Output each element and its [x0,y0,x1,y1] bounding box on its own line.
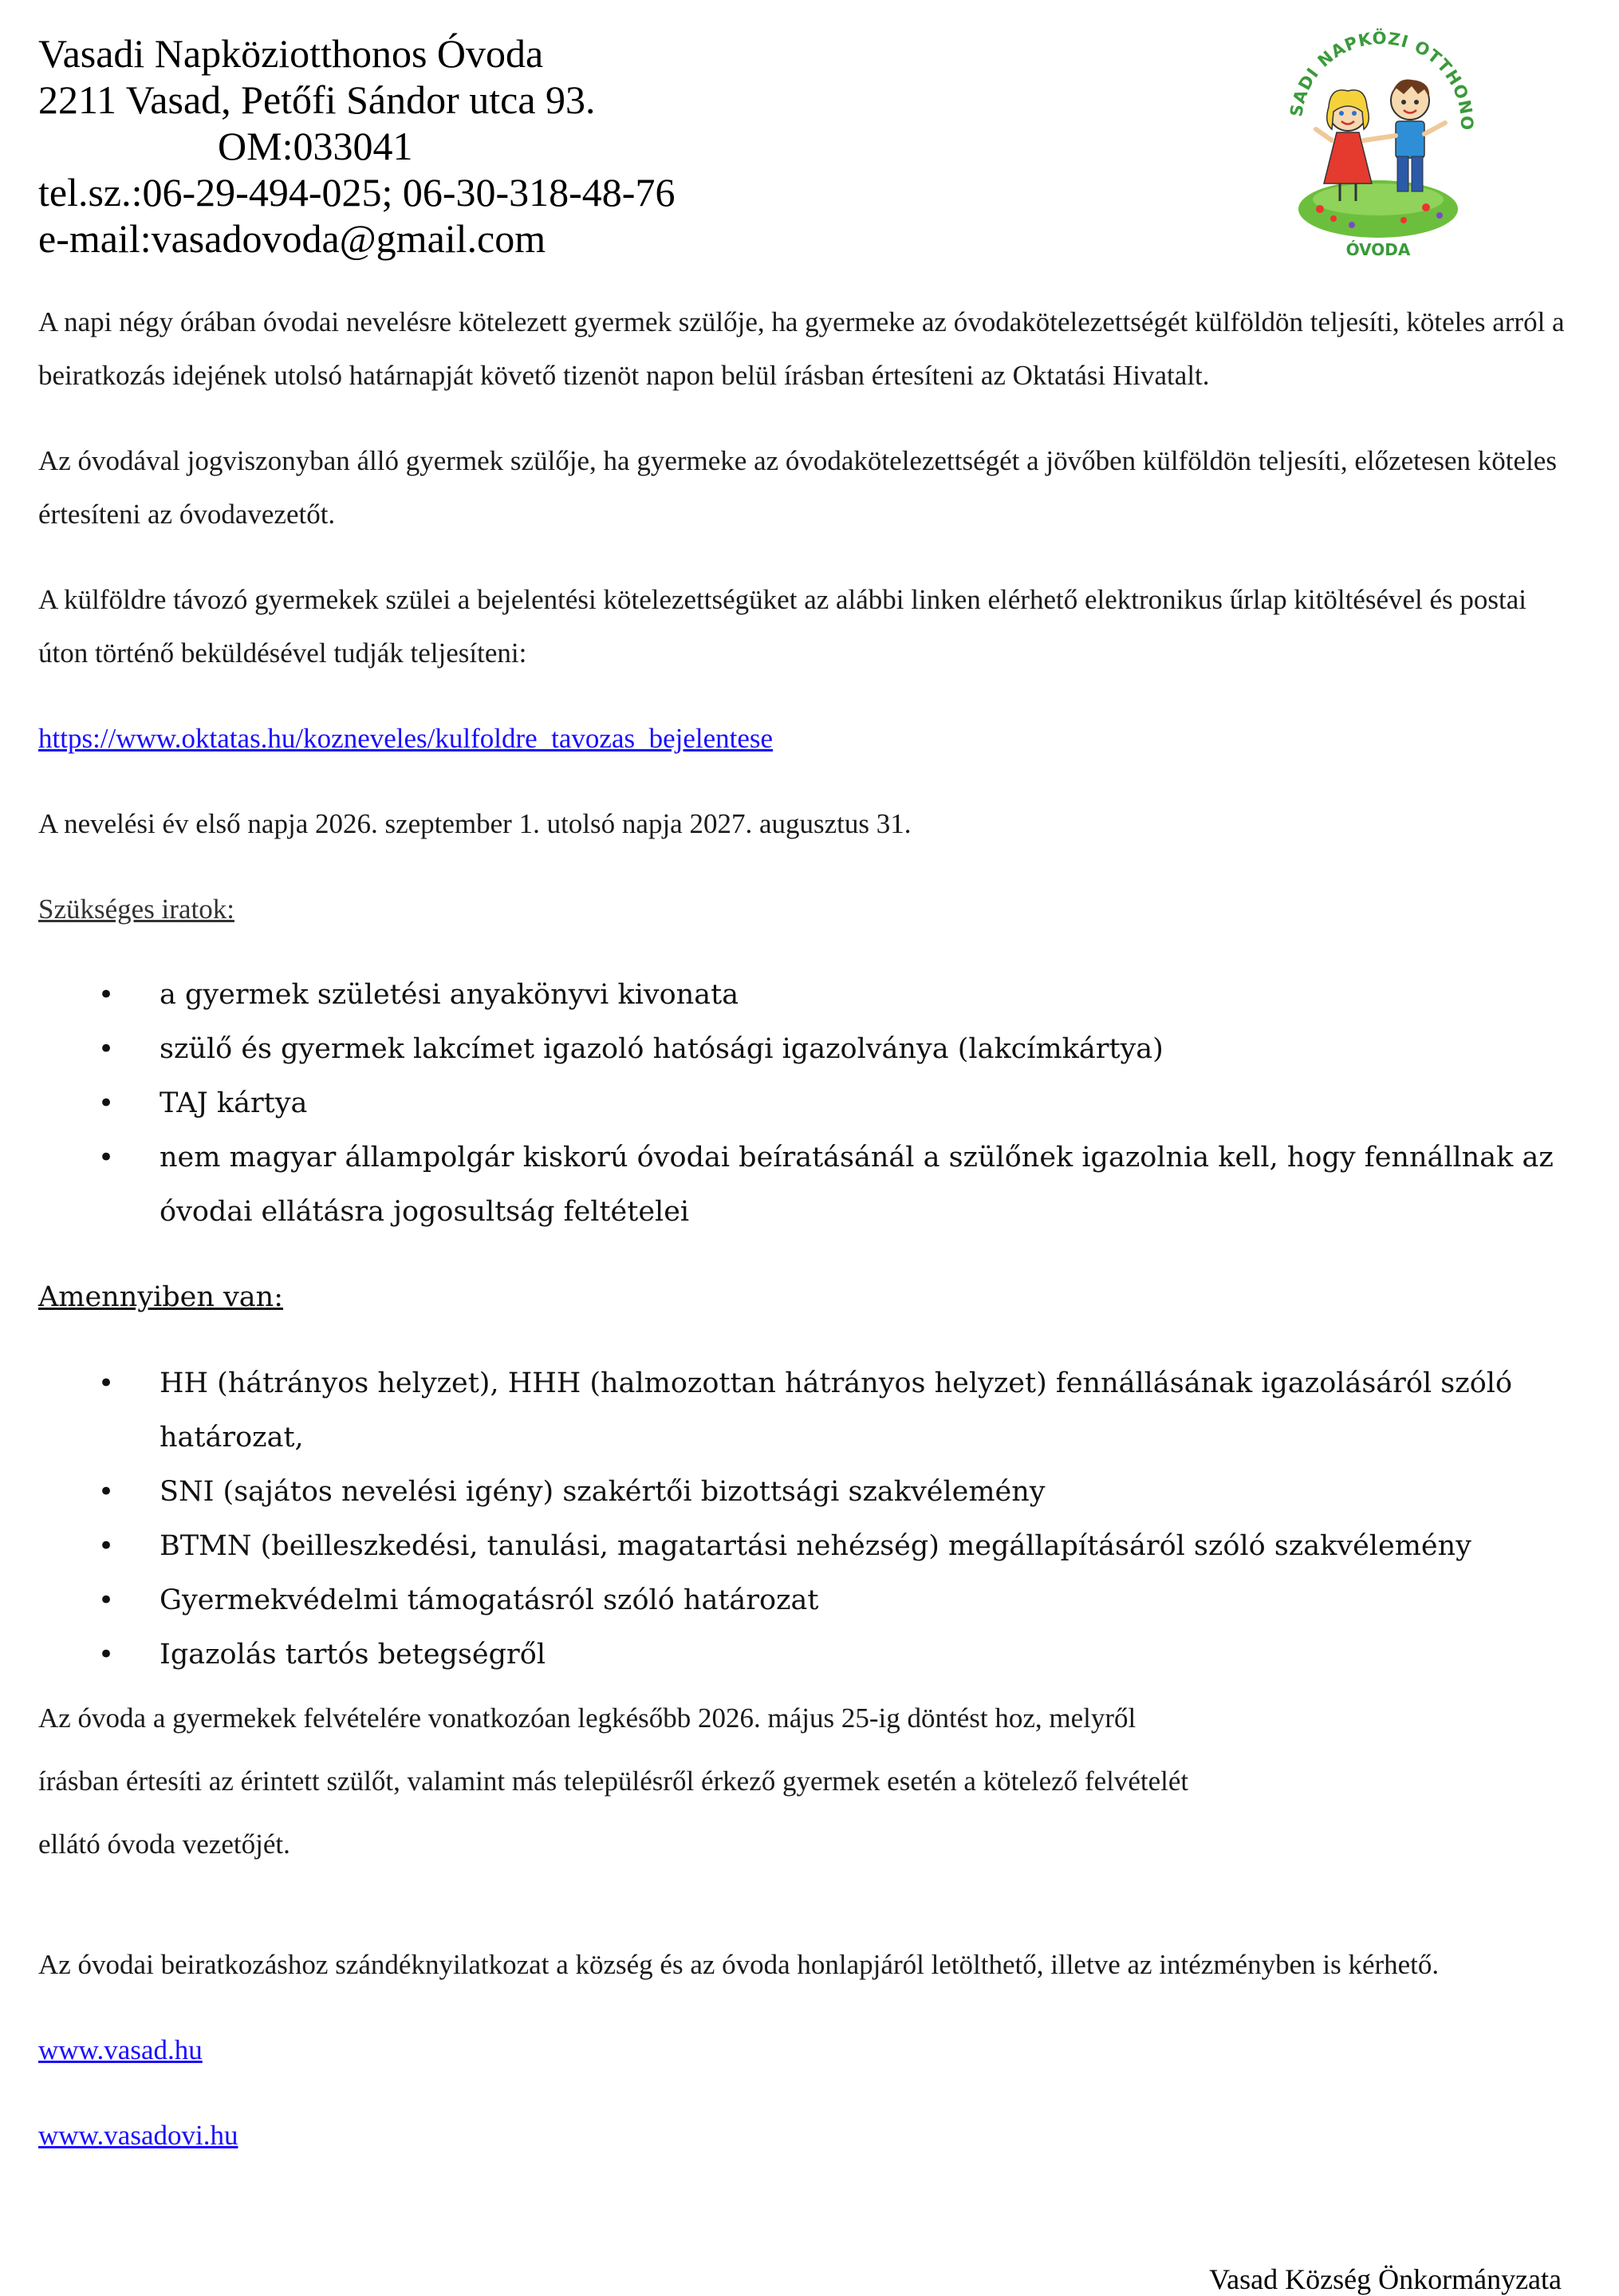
phone-numbers: tel.sz.:06-29-494-025; 06-30-318-48-76 [38,170,676,215]
list-item: • HH (hátrányos helyzet), HHH (halmozottan hátrányos helyzet) fennállásának igazolásáról szóló határozat, [38,1356,1578,1465]
email-address: e-mail:vasadovoda@gmail.com [38,216,546,261]
om-identifier: OM:033041 [218,124,413,168]
optional-docs-list [38,1356,1578,1682]
school-name: Vasadi Napköziotthonos Óvoda [38,31,544,76]
logo-bottom-text: ÓVODA [1345,240,1411,259]
list-item: • szülő és gyermek lakcímet igazoló hatósági igazolványa (lakcímkártya) [38,1022,1578,1076]
document-body [38,295,1578,2162]
vasadovi-website-link[interactable]: www.vasadovi.hu [38,2120,238,2151]
list-item: • a gyermek születési anyakönyvi kivonata [38,968,1578,1022]
required-docs-list [38,968,1578,1239]
two-children-holding-hands-logo [1284,24,1475,263]
oktatas-form-link[interactable]: https://www.oktatas.hu/kozneveles/kulfoldre_tavozas_bejelentese [38,723,774,754]
kindergarten-logo [1284,24,1475,263]
list-item: • nem magyar állampolgár kiskorú óvodai beíratásánál a szülőnek igazolnia kell, hogy fennállnak az óvodai ellátásra jogosultság feltételei [38,1130,1578,1239]
paragraph-enrolled-child: Az óvodával jogviszonyban álló gyermek szülője, ha gyermeke az óvodakötelezettségét a jövőben külföldön teljesíti, előzetesen köteles értesíteni az óvodavezetőt. [38,445,1557,530]
required-docs-heading: Szükséges iratok: [38,894,234,925]
list-item: • TAJ kártya [38,1076,1578,1130]
letterhead [38,30,675,262]
list-item: • Igazolás tartós betegségről [38,1627,1578,1682]
decision-line-1: Az óvoda a gyermekek felvételére vonatkozóan legkésőbb 2026. május 25-ig döntést hoz, melyről [38,1702,1136,1734]
list-item: • SNI (sajátos nevelési igény) szakértői bizottsági szakvélemény [38,1465,1578,1519]
logo-arc-text: SADI NAPKÖZI OTTHONO [1286,28,1475,132]
school-address: 2211 Vasad, Petőfi Sándor utca 93. [38,77,596,122]
paragraph-form-instructions: A külföldre távozó gyermekek szülei a bejelentési kötelezettségüket az alábbi linken elérhető elektronikus űrlap kitöltésével és postai úton történő beküldésével tudják teljesíteni: [38,584,1527,669]
decision-line-3: ellátó óvoda vezetőjét. [38,1829,290,1860]
optional-docs-heading: Amennyiben van: [38,1281,283,1313]
list-item: • Gyermekvédelmi támogatásról szóló határozat [38,1573,1578,1627]
paragraph-abroad-obligation: A napi négy órában óvodai nevelésre kötelezett gyermek szülője, ha gyermeke az óvodakötelezettségét külföldön teljesíti, köteles arról a beiratkozás idejének utolsó határnapját követő tizenöt napon belül írásban értesíteni az Oktatási Hivatalt. [38,306,1565,391]
signature: Vasad Község Önkormányzata [1209,2263,1562,2295]
school-year-dates: A nevelési év első napja 2026. szeptember 1. utolsó napja 2027. augusztus 31. [38,808,912,839]
list-item: • BTMN (beilleszkedési, tanulási, magatartási nehézség) megállapításáról szóló szakvélemény [38,1519,1578,1573]
intent-declaration-text: Az óvodai beiratkozáshoz szándéknyilatkozat a község és az óvoda honlapjáról letölthető, illetve az intézményben is kérhető. [38,1949,1440,1980]
vasad-website-link[interactable]: www.vasad.hu [38,2034,203,2065]
svg-text:VASADI NAPKÖZI OTTHONOS [1284,24,1475,131]
decision-line-2: írásban értesíti az érintett szülőt, valamint más településről érkező gyermek esetén a kötelező felvételét [38,1765,1189,1797]
